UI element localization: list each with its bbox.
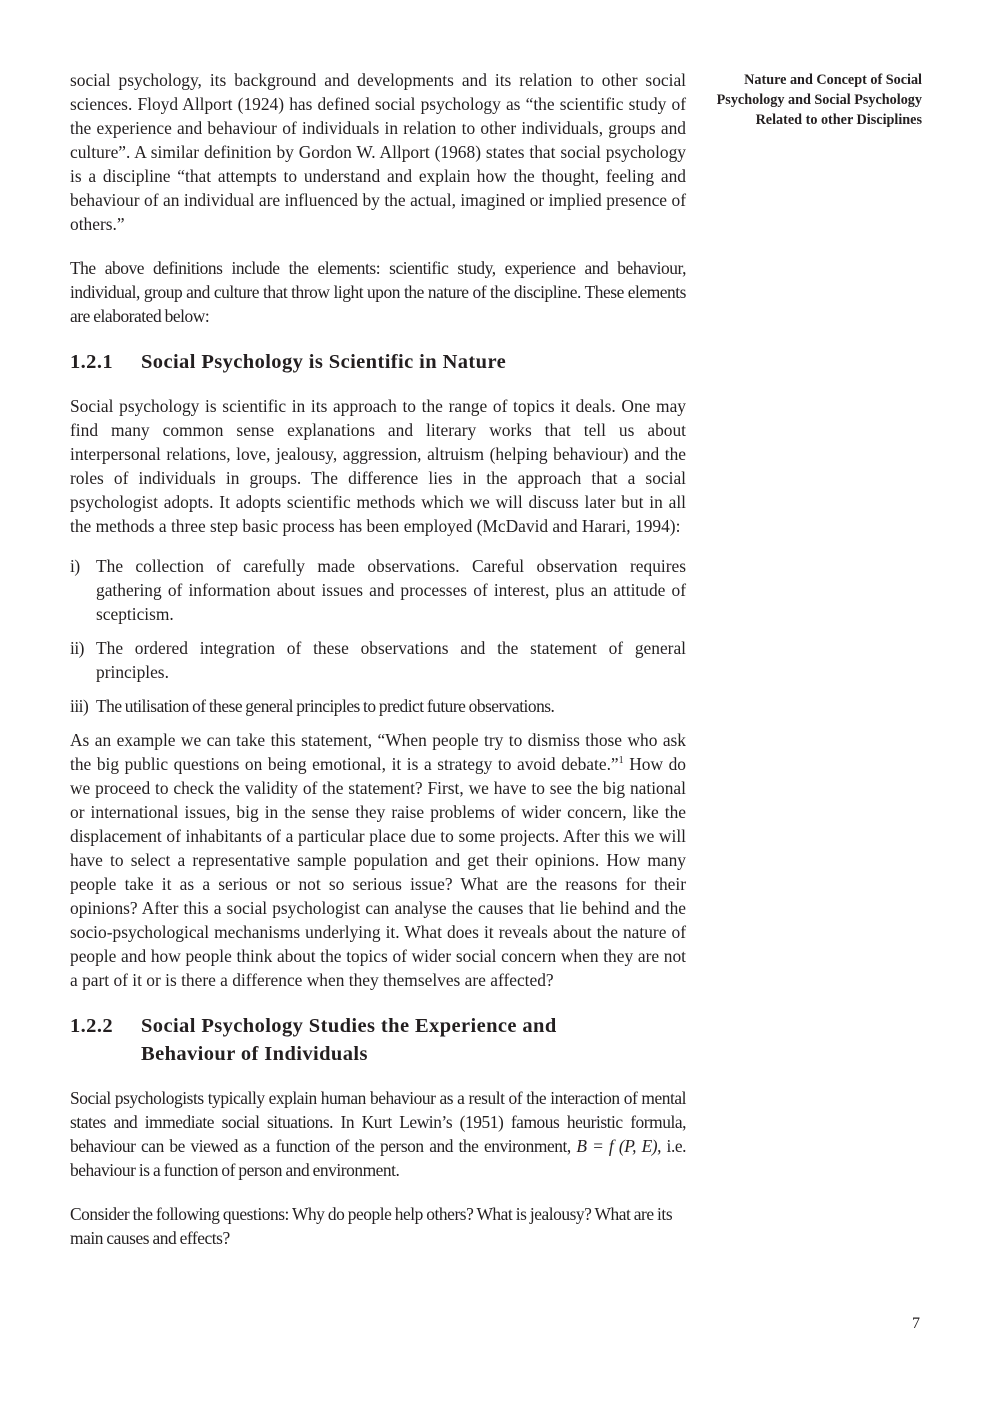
section-heading-1-2-1 bbox=[70, 348, 686, 376]
three-step-process-list bbox=[70, 554, 686, 718]
section-title: Social Psychology is Scientific in Nature bbox=[141, 351, 507, 373]
lewin-text-a: Social psychologists typically explain human behaviour as a result of the interaction of mental states and immediate social situations. In Kurt Lewin’s (1951) famous heuristic formula, behaviour can be viewed as a function of the person and the environment, bbox=[70, 1088, 686, 1156]
example-text-b: How do we proceed to check the validity of the statement? First, we have to see the big national or international issues, big in the sense they raise problems of wider concern, like the displacement of inhabitants of a particular place due to some projects. After this we will have to select a representative sample population and get their opinions. How many people take it as a serious or not so serious issue? What are the reasons for their opinions? After this a social psychologist can analyse the causes that lie behind and the socio-psychological mechanisms underlying it. What does it reveals about the nature of people and how people think about the topics of wider social concern when they are not a part of it or is there a difference when they themselves are affected? bbox=[70, 754, 686, 990]
list-item-text: The utilisation of these general principles to predict future observations. bbox=[96, 696, 555, 716]
main-text-column bbox=[70, 68, 686, 1270]
intro-paragraph-definitions: social psychology, its background and developments and its relation to other social sciences. Floyd Allport (1924) has defined social psychology as “the scientific study of the experience and behaviour of individuals in relation to other individuals, groups and culture”. A similar definition by Gordon W. Allport (1968) states that social psychology is a discipline “that attempts to understand and explain how the thought, feeling and behaviour of an individual are influenced by the actual, imagined or implied presence of others.” bbox=[70, 70, 686, 234]
list-item-text: The collection of carefully made observations. Careful observation requires gathering of information about issues and processes of interest, plus an attitude of scepticism. bbox=[96, 556, 686, 624]
list-marker: ii) bbox=[70, 638, 84, 658]
intro-paragraph-elements: The above definitions include the elements: scientific study, experience and behaviour, individual, group and culture that throw light upon the nature of the discipline. These elements are elaborated below: bbox=[70, 258, 686, 326]
list-item bbox=[70, 554, 686, 626]
footnote-reference: 1 bbox=[618, 755, 624, 767]
section-number: 1.2.1 bbox=[70, 351, 113, 373]
section-heading-1-2-2 bbox=[70, 1012, 686, 1068]
page-number: 7 bbox=[912, 1315, 920, 1332]
list-marker: i) bbox=[70, 556, 80, 576]
lewin-text-b: , i.e. behaviour is a function of person and environment. bbox=[70, 1136, 687, 1180]
section-1-2-1-paragraph-1: Social psychology is scientific in its approach to the range of topics it deals. One may find many common sense explanations and literary works that tell us about interpersonal relations, love, jealousy, aggression, altruism (helping behaviour) and the roles of individuals in groups. The difference lies in the approach that a social psychologist adopts. It adopts scientific methods which we will discuss later but in all the methods a three step basic process has been employed (McDavid and Harari, 1994): bbox=[70, 396, 686, 536]
example-text-a: As an example we can take this statement, “When people try to dismiss those who ask the big public questions on being emotional, it is a strategy to avoid debate.” bbox=[70, 730, 686, 774]
section-1-2-1-paragraph-example bbox=[70, 728, 686, 992]
list-item bbox=[70, 694, 686, 718]
section-1-2-2-paragraph-1 bbox=[70, 1086, 686, 1182]
section-number: 1.2.2 bbox=[70, 1015, 113, 1037]
list-item bbox=[70, 636, 686, 684]
list-marker: iii) bbox=[70, 696, 89, 716]
list-item-text: The ordered integration of these observations and the statement of general principles. bbox=[96, 638, 686, 682]
margin-note-chapter-title: Nature and Concept of Social Psychology and Social Psychology Related to other Disciplines bbox=[716, 72, 922, 128]
section-1-2-2-paragraph-2: Consider the following questions: Why do people help others? What is jealousy? What are its main causes and effects? bbox=[70, 1204, 673, 1248]
section-title: Social Psychology Studies the Experience and Behaviour of Individuals bbox=[141, 1015, 557, 1065]
lewin-formula: B = f (P, E) bbox=[576, 1136, 658, 1156]
